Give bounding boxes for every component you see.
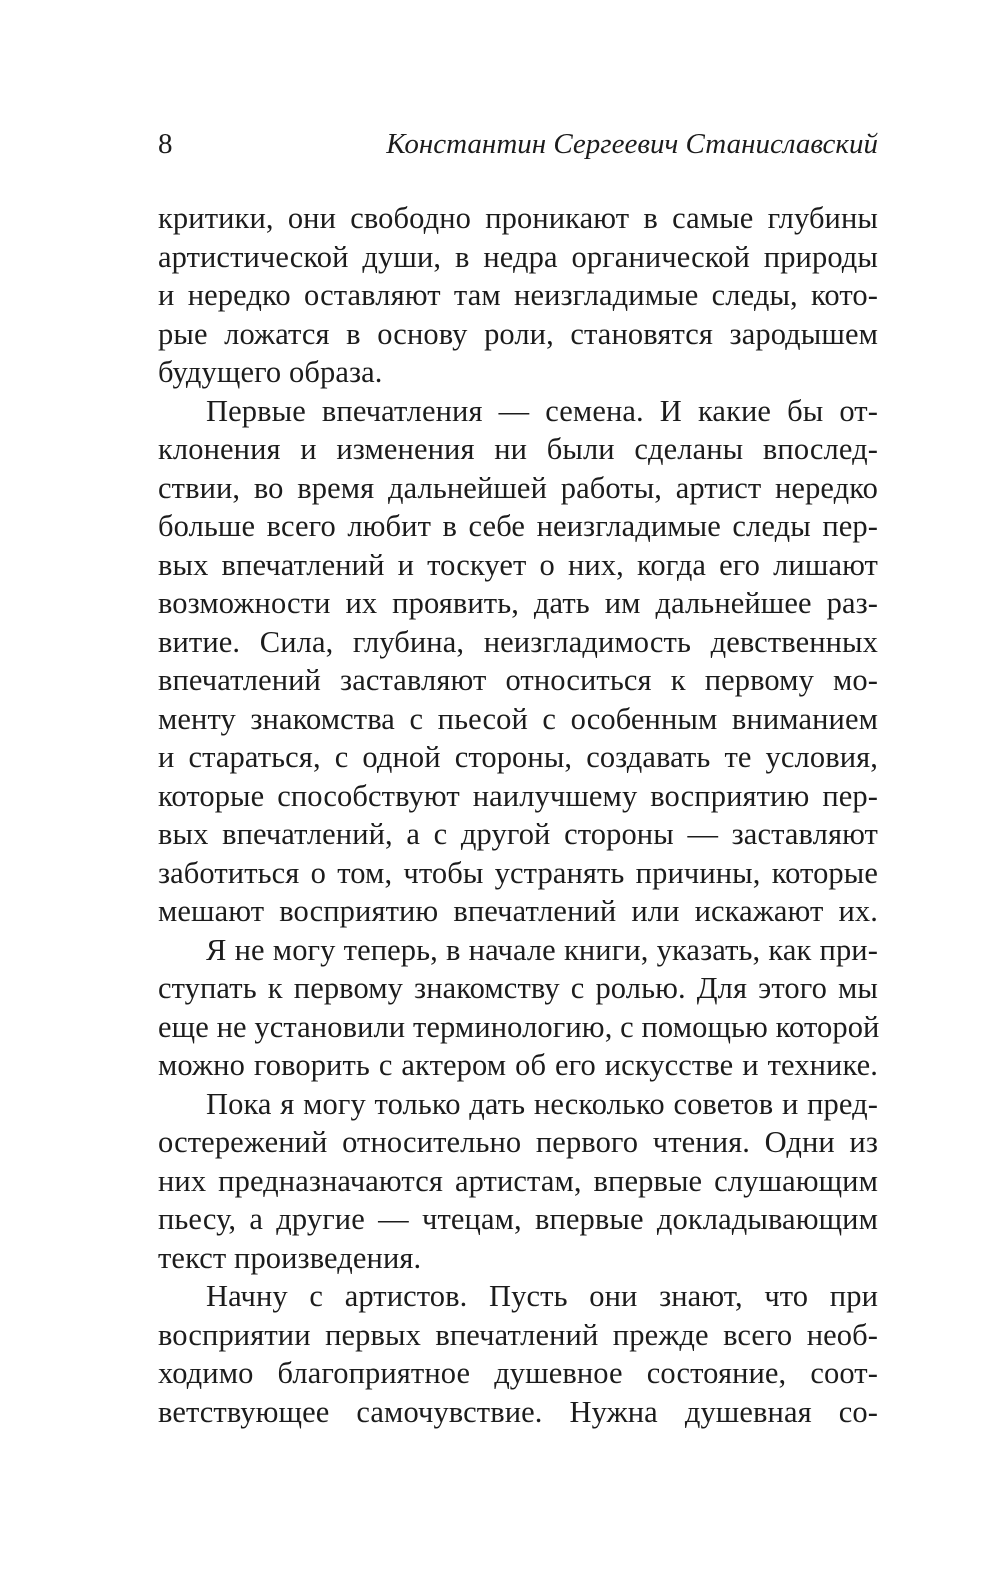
text-line: Пока я могу только дать несколько советов и пред- — [206, 1086, 878, 1121]
text-line: возможности их проявить, дать им дальнейшее раз- — [158, 586, 878, 620]
text-line: больше всего любит в себе неизгладимые следы пер- — [158, 509, 878, 543]
text-line: рые ложатся в основу роли, становятся зародышем — [158, 316, 878, 351]
text-line: заботиться о том, чтобы устранять причины, которые — [158, 855, 878, 890]
text-line: критики, они свободно проникают в самые глубины — [158, 201, 878, 235]
text-line: витие. Сила, глубина, неизгладимость девственных — [158, 624, 878, 659]
text-line: Я не могу теперь, в начале книги, указать, как при- — [206, 932, 878, 967]
text-line: можно говорить с актером об его искусстве и технике. — [158, 1048, 878, 1082]
body-text — [158, 199, 878, 1431]
text-line: восприятии первых впечатлений прежде всего необ- — [158, 1317, 878, 1352]
page-number: 8 — [158, 128, 173, 160]
text-line: клонения и изменения ни были сделаны впослед- — [158, 432, 878, 466]
text-line: вых впечатлений, а с другой стороны — заставляют — [158, 817, 878, 851]
text-line: ветствующее самочувствие. Нужна душевная со- — [158, 1394, 878, 1429]
text-line: и нередко оставляют там неизгладимые следы, кото- — [158, 278, 878, 312]
text-line: вых впечатлений и тоскует о них, когда его лишают — [158, 547, 878, 582]
paragraph — [158, 392, 878, 931]
text-line: впечатлений заставляют относиться к первому мо- — [158, 663, 878, 697]
running-title: Константин Сергеевич Станиславский — [386, 128, 878, 160]
text-line: ходимо благоприятное душевное состояние, соот- — [158, 1356, 878, 1390]
text-line: Начну с артистов. Пусть они знают, что при — [206, 1279, 878, 1313]
paragraph — [158, 199, 878, 392]
paragraph — [158, 1277, 878, 1431]
running-head — [158, 124, 878, 164]
text-line: Первые впечатления — семена. И какие бы от- — [206, 393, 878, 428]
text-line: остережений относительно первого чтения. Одни из — [158, 1125, 878, 1159]
paragraph — [158, 1085, 878, 1278]
text-line: еще не установили терминологию, с помощью которой — [158, 1009, 880, 1044]
text-line: ступать к первому знакомству с ролью. Для этого мы — [158, 971, 878, 1005]
text-line: них предназначаются артистам, впервые слушающим — [158, 1163, 878, 1198]
text-line: текст произведения. — [158, 1240, 422, 1275]
text-line: будущего образа. — [158, 355, 383, 389]
text-line: менту знакомства с пьесой с особенным вниманием — [158, 701, 878, 736]
text-line: артистической души, в недра органической природы — [158, 239, 878, 274]
text-line: пьесу, а другие — чтецам, впервые докладывающим — [158, 1202, 878, 1236]
text-line: которые способствуют наилучшему восприятию пер- — [158, 778, 878, 813]
text-line: ствии, во время дальнейшей работы, артист нередко — [158, 470, 878, 505]
paragraph — [158, 931, 878, 1085]
text-line: и стараться, с одной стороны, создавать те условия, — [158, 740, 878, 774]
text-line: мешают восприятию впечатлений или искажают их. — [158, 894, 878, 928]
